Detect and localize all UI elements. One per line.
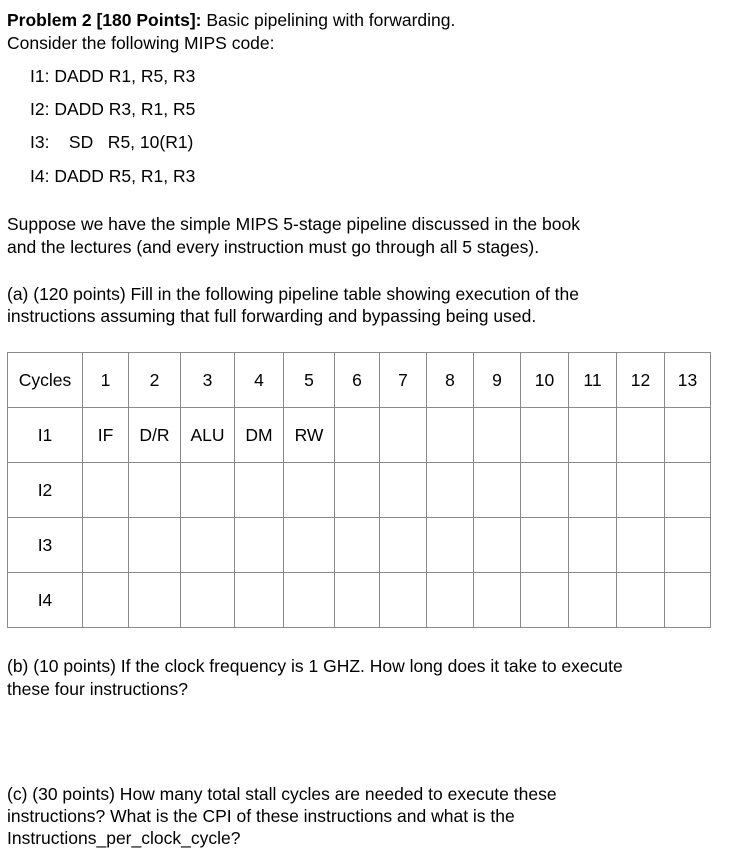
table-cell[interactable]	[617, 463, 665, 518]
table-cell[interactable]	[427, 463, 474, 518]
cycle-header: 2	[129, 353, 181, 408]
code-line-1: I1: DADD R1, R5, R3	[30, 66, 196, 86]
cycle-header: 8	[427, 353, 474, 408]
table-cell[interactable]	[284, 573, 335, 628]
table-row	[8, 463, 711, 518]
table-cell[interactable]	[427, 408, 474, 463]
part-c-line-1: (c) (30 points) How many total stall cycles are needed to execute these	[7, 784, 557, 804]
part-c-line-3: Instructions_per_clock_cycle?	[7, 828, 241, 848]
cycle-header: 10	[521, 353, 569, 408]
table-cell[interactable]	[284, 518, 335, 573]
table-cell[interactable]	[521, 518, 569, 573]
cycle-header: 5	[284, 353, 335, 408]
problem-title-rest: Basic pipelining with forwarding.	[201, 10, 456, 30]
row-label: I4	[8, 573, 83, 628]
cycle-header: 13	[665, 353, 711, 408]
table-cell[interactable]	[235, 518, 284, 573]
table-cell[interactable]	[427, 518, 474, 573]
table-cell[interactable]	[335, 518, 380, 573]
part-a-line-2: instructions assuming that full forwarding and bypassing being used.	[7, 306, 537, 326]
table-cell[interactable]	[380, 408, 427, 463]
table-cell[interactable]	[380, 518, 427, 573]
table-cell[interactable]	[83, 573, 129, 628]
table-cell[interactable]	[380, 463, 427, 518]
part-a-line-1: (a) (120 points) Fill in the following pipeline table showing execution of the	[7, 284, 579, 304]
cycle-header: 6	[335, 353, 380, 408]
pipeline-table	[7, 352, 711, 628]
table-cell[interactable]	[380, 573, 427, 628]
table-cell[interactable]	[181, 518, 235, 573]
table-row	[8, 573, 711, 628]
table-cell[interactable]	[665, 408, 711, 463]
table-cell[interactable]	[427, 573, 474, 628]
table-header-row	[8, 353, 711, 408]
cycle-header: 4	[235, 353, 284, 408]
suppose-line-2: and the lectures (and every instruction must go through all 5 stages).	[7, 237, 540, 257]
cycle-header: 9	[474, 353, 521, 408]
table-cell[interactable]	[474, 463, 521, 518]
part-b-line-2: these four instructions?	[7, 679, 188, 699]
table-cell[interactable]	[83, 518, 129, 573]
table-cell[interactable]: D/R	[129, 408, 181, 463]
cycle-header: 12	[617, 353, 665, 408]
table-cell[interactable]	[335, 408, 380, 463]
table-cell[interactable]	[521, 573, 569, 628]
table-cell[interactable]	[284, 463, 335, 518]
table-cell[interactable]	[235, 573, 284, 628]
table-cell[interactable]	[665, 463, 711, 518]
row-label: I1	[8, 408, 83, 463]
table-cell[interactable]	[569, 573, 617, 628]
table-cell[interactable]	[617, 518, 665, 573]
problem-intro: Consider the following MIPS code:	[7, 33, 275, 53]
table-cell[interactable]	[569, 463, 617, 518]
table-corner-header: Cycles	[8, 353, 83, 408]
table-cell[interactable]	[335, 573, 380, 628]
table-cell[interactable]: DM	[235, 408, 284, 463]
table-cell[interactable]	[83, 463, 129, 518]
table-row	[8, 518, 711, 573]
table-cell[interactable]	[181, 573, 235, 628]
table-cell[interactable]	[181, 463, 235, 518]
table-cell[interactable]: IF	[83, 408, 129, 463]
cycle-header: 3	[181, 353, 235, 408]
cycle-header: 11	[569, 353, 617, 408]
table-cell[interactable]	[569, 518, 617, 573]
table-cell[interactable]	[521, 408, 569, 463]
row-label: I2	[8, 463, 83, 518]
table-cell[interactable]	[569, 408, 617, 463]
table-cell[interactable]	[617, 408, 665, 463]
table-cell[interactable]	[129, 463, 181, 518]
table-cell[interactable]	[129, 573, 181, 628]
table-cell[interactable]	[235, 463, 284, 518]
code-line-2: I2: DADD R3, R1, R5	[30, 99, 196, 119]
table-cell[interactable]	[474, 518, 521, 573]
table-cell[interactable]	[129, 518, 181, 573]
table-cell[interactable]	[521, 463, 569, 518]
cycle-header: 1	[83, 353, 129, 408]
table-cell[interactable]	[335, 463, 380, 518]
row-label: I3	[8, 518, 83, 573]
table-cell[interactable]	[665, 518, 711, 573]
table-cell[interactable]: ALU	[181, 408, 235, 463]
table-cell[interactable]	[665, 573, 711, 628]
problem-title	[7, 10, 455, 31]
code-line-4: I4: DADD R5, R1, R3	[30, 166, 196, 186]
table-cell[interactable]	[474, 408, 521, 463]
table-row	[8, 408, 711, 463]
cycle-header: 7	[380, 353, 427, 408]
suppose-line-1: Suppose we have the simple MIPS 5-stage pipeline discussed in the book	[7, 214, 580, 234]
table-cell[interactable]	[617, 573, 665, 628]
table-cell[interactable]	[474, 573, 521, 628]
part-c-line-2: instructions? What is the CPI of these instructions and what is the	[7, 806, 515, 826]
problem-title-bold: Problem 2 [180 Points]:	[7, 10, 202, 30]
code-line-3: I3: SD R5, 10(R1)	[30, 132, 194, 152]
table-cell[interactable]: RW	[284, 408, 335, 463]
part-b-line-1: (b) (10 points) If the clock frequency is 1 GHZ. How long does it take to execute	[7, 656, 623, 676]
